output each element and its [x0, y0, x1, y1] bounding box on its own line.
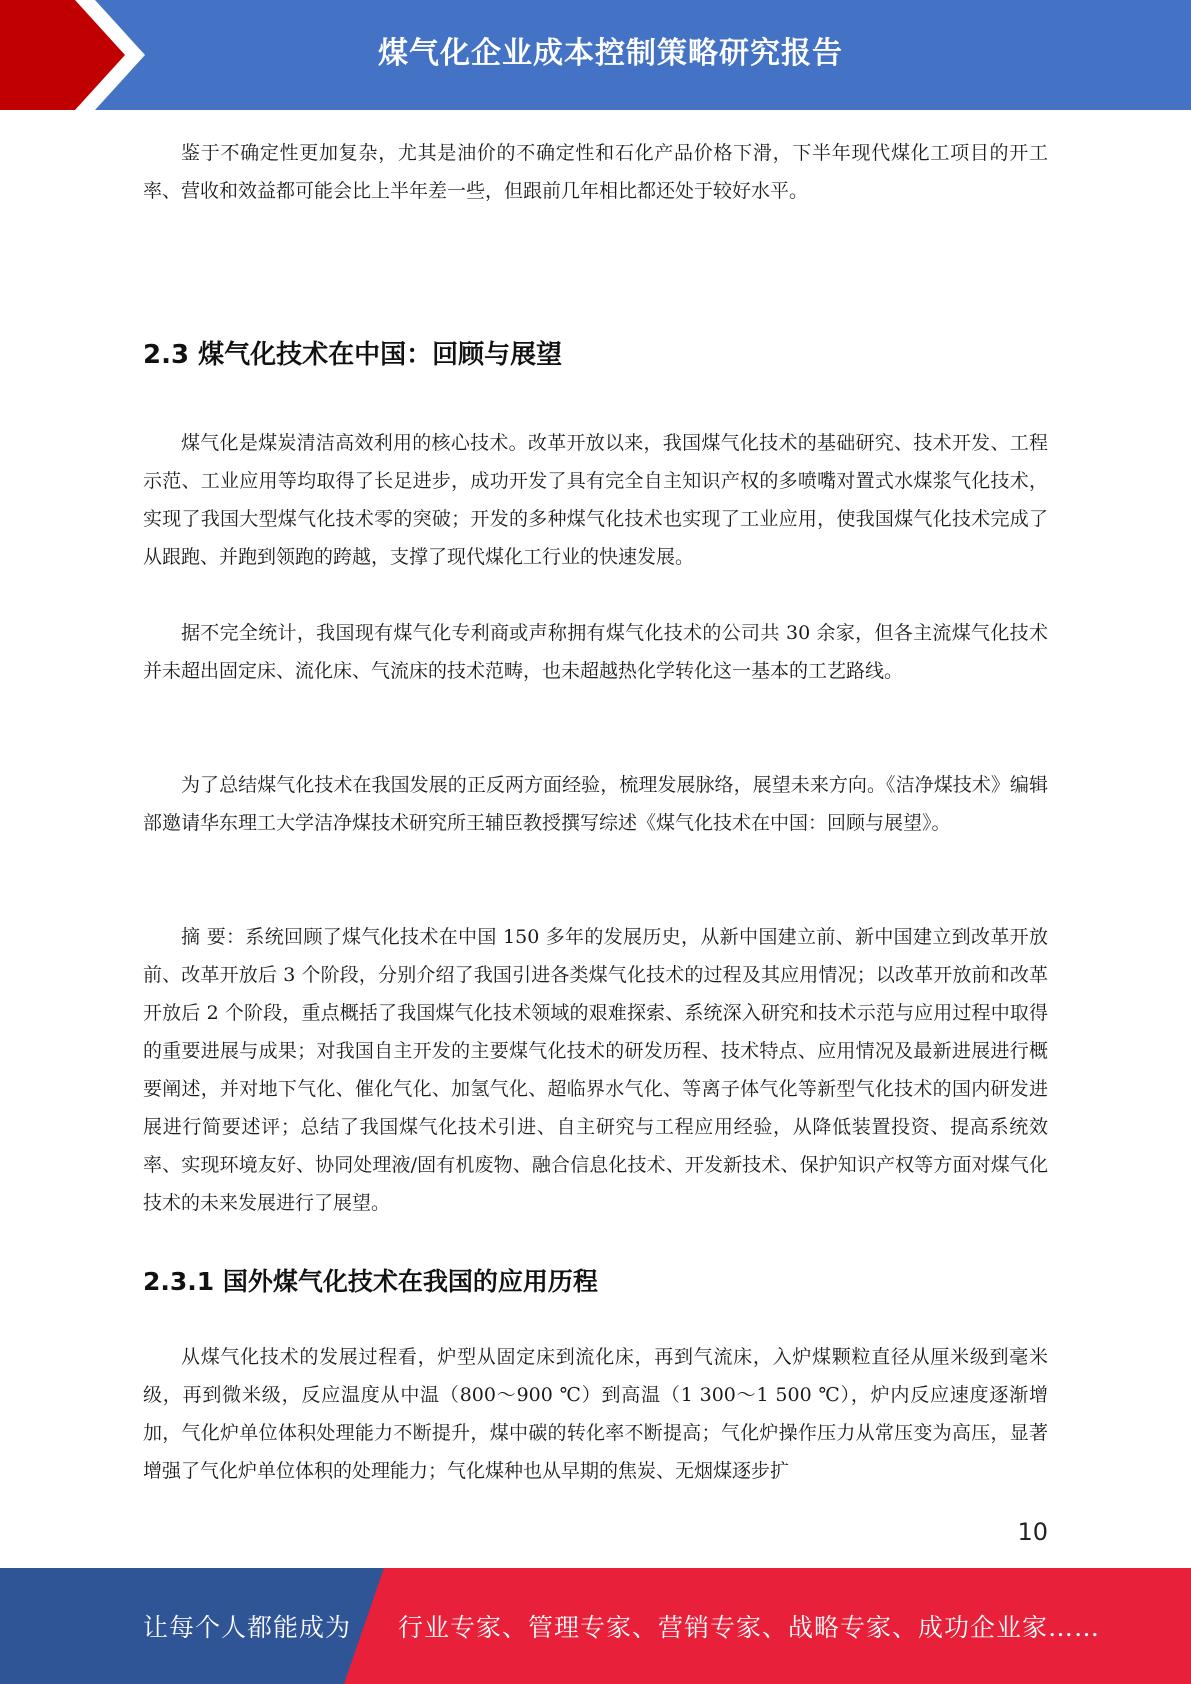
header-banner [0, 0, 1191, 110]
section-heading-2-3-1: 2.3.1 国外煤气化技术在我国的应用历程 [143, 1267, 598, 1296]
paragraph-text: 据不完全统计，我国现有煤气化专利商或声称拥有煤气化技术的公司共 30 余家，但各主流煤气化技术并未超出固定床、流化床、气流床的技术范畴，也未超越热化学转化这一基本的工艺路线。 [143, 622, 1048, 682]
paragraph-text: 从煤气化技术的发展过程看，炉型从固定床到流化床，再到气流床，入炉煤颗粒直径从厘米级到毫米级，再到微米级，反应温度从中温（800～900 ℃）到高温（1 300～1 500 ℃），炉内反应速度逐渐增加，气化炉单位体积处理能力不断提升，煤中碳的转化率不断提高；气化炉操作压力从常压变为高压，显著增强了气化炉单位体积的处理能力；气化煤种也从早期的焦炭、无烟煤逐步扩 [143, 1346, 1048, 1482]
paragraph-review-invitation [143, 766, 1048, 842]
paragraph-text: 摘 要：系统回顾了煤气化技术在中国 150 多年的发展历史，从新中国建立前、新中国建立到改革开放前、改革开放后 3 个阶段，分别介绍了我国引进各类煤气化技术的过程及其应用情况；以改革开放前和改革开放后 2 个阶段，重点概括了我国煤气化技术领域的艰难探索、系统深入研究和技术示范与应用过程中取得的重要进展与成果；对我国自主开发的主要煤气化技术的研发历程、技术特点、应用情况及最新进展进行概要阐述，并对地下气化、催化气化、加氢气化、超临界水气化、等离子体气化等新型气化技术的国内研发进展进行简要述评；总结了我国煤气化技术引进、自主研究与工程应用经验，从降低装置投资、提高系统效率、实现环境友好、协同处理液/固有机废物、融合信息化技术、开发新技术、保护知识产权等方面对煤气化技术的未来发展进行了展望。 [143, 926, 1048, 1214]
paragraph-text: 鉴于不确定性更加复杂，尤其是油价的不确定性和石化产品价格下滑，下半年现代煤化工项目的开工率、营收和效益都可能会比上半年差一些，但跟前几年相比都还处于较好水平。 [143, 142, 1048, 202]
paragraph-text: 为了总结煤气化技术在我国发展的正反两方面经验，梳理发展脉络，展望未来方向。《洁净煤技术》编辑部邀请华东理工大学洁净煤技术研究所王辅臣教授撰写综述《煤气化技术在中国：回顾与展望》。 [143, 774, 1048, 834]
paragraph-abstract [143, 918, 1048, 1222]
footer-slogan-right: 行业专家、管理专家、营销专家、战略专家、成功企业家…… [398, 1613, 1101, 1642]
paragraph-text: 煤气化是煤炭清洁高效利用的核心技术。改革开放以来，我国煤气化技术的基础研究、技术开发、工程示范、工业应用等均取得了长足进步，成功开发了具有完全自主知识产权的多喷嘴对置式水煤浆气化技术，实现了我国大型煤气化技术零的突破；开发的多种煤气化技术也实现了工业应用，使我国煤气化技术完成了从跟跑、并跑到领跑的跨越，支撑了现代煤化工行业的快速发展。 [143, 432, 1048, 568]
page-number: 10 [1017, 1518, 1048, 1546]
section-heading-2-3: 2.3 煤气化技术在中国：回顾与展望 [143, 340, 563, 370]
footer-slogan-left: 让每个人都能成为 [143, 1613, 352, 1642]
paragraph-development-process [143, 1338, 1048, 1490]
paragraph-coal-gasification-core [143, 424, 1048, 576]
report-title: 煤气化企业成本控制策略研究报告 [378, 36, 843, 71]
paragraph-intro [143, 134, 1048, 210]
footer-banner [0, 1568, 1191, 1684]
paragraph-statistics [143, 614, 1048, 690]
